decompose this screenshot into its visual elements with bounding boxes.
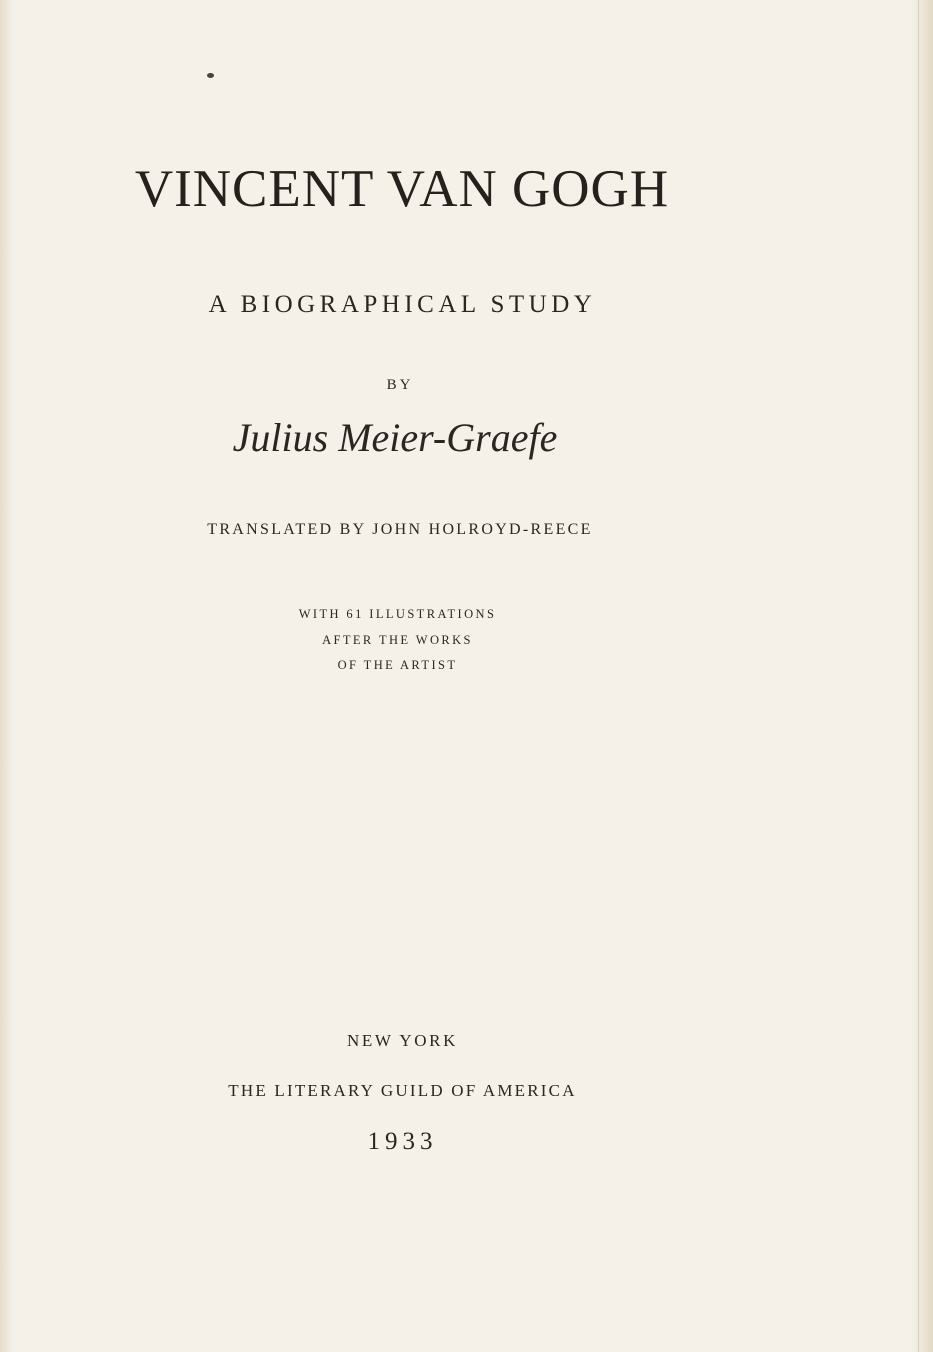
illustrations-line: OF THE ARTIST [337, 658, 458, 672]
publication-place: NEW YORK [347, 1031, 458, 1050]
publication-year: 1933 [367, 1128, 438, 1155]
book-title: VINCENT VAN GOGH [134, 160, 670, 218]
page-left-edge [0, 0, 14, 1352]
book-subtitle: A BIOGRAPHICAL STUDY [208, 291, 597, 318]
author-name: Julius Meier-Graefe [232, 415, 558, 460]
by-line: BY [386, 377, 414, 393]
ink-speck [207, 73, 214, 78]
translator-line: TRANSLATED BY JOHN HOLROYD-REECE [207, 521, 593, 538]
illustrations-line: AFTER THE WORKS [322, 633, 473, 647]
publisher-name: THE LITERARY GUILD OF AMERICA [228, 1081, 577, 1100]
page-fold-line [918, 0, 919, 1352]
illustrations-line: WITH 61 ILLUSTRATIONS [298, 607, 497, 621]
page-right-edge [911, 0, 933, 1352]
